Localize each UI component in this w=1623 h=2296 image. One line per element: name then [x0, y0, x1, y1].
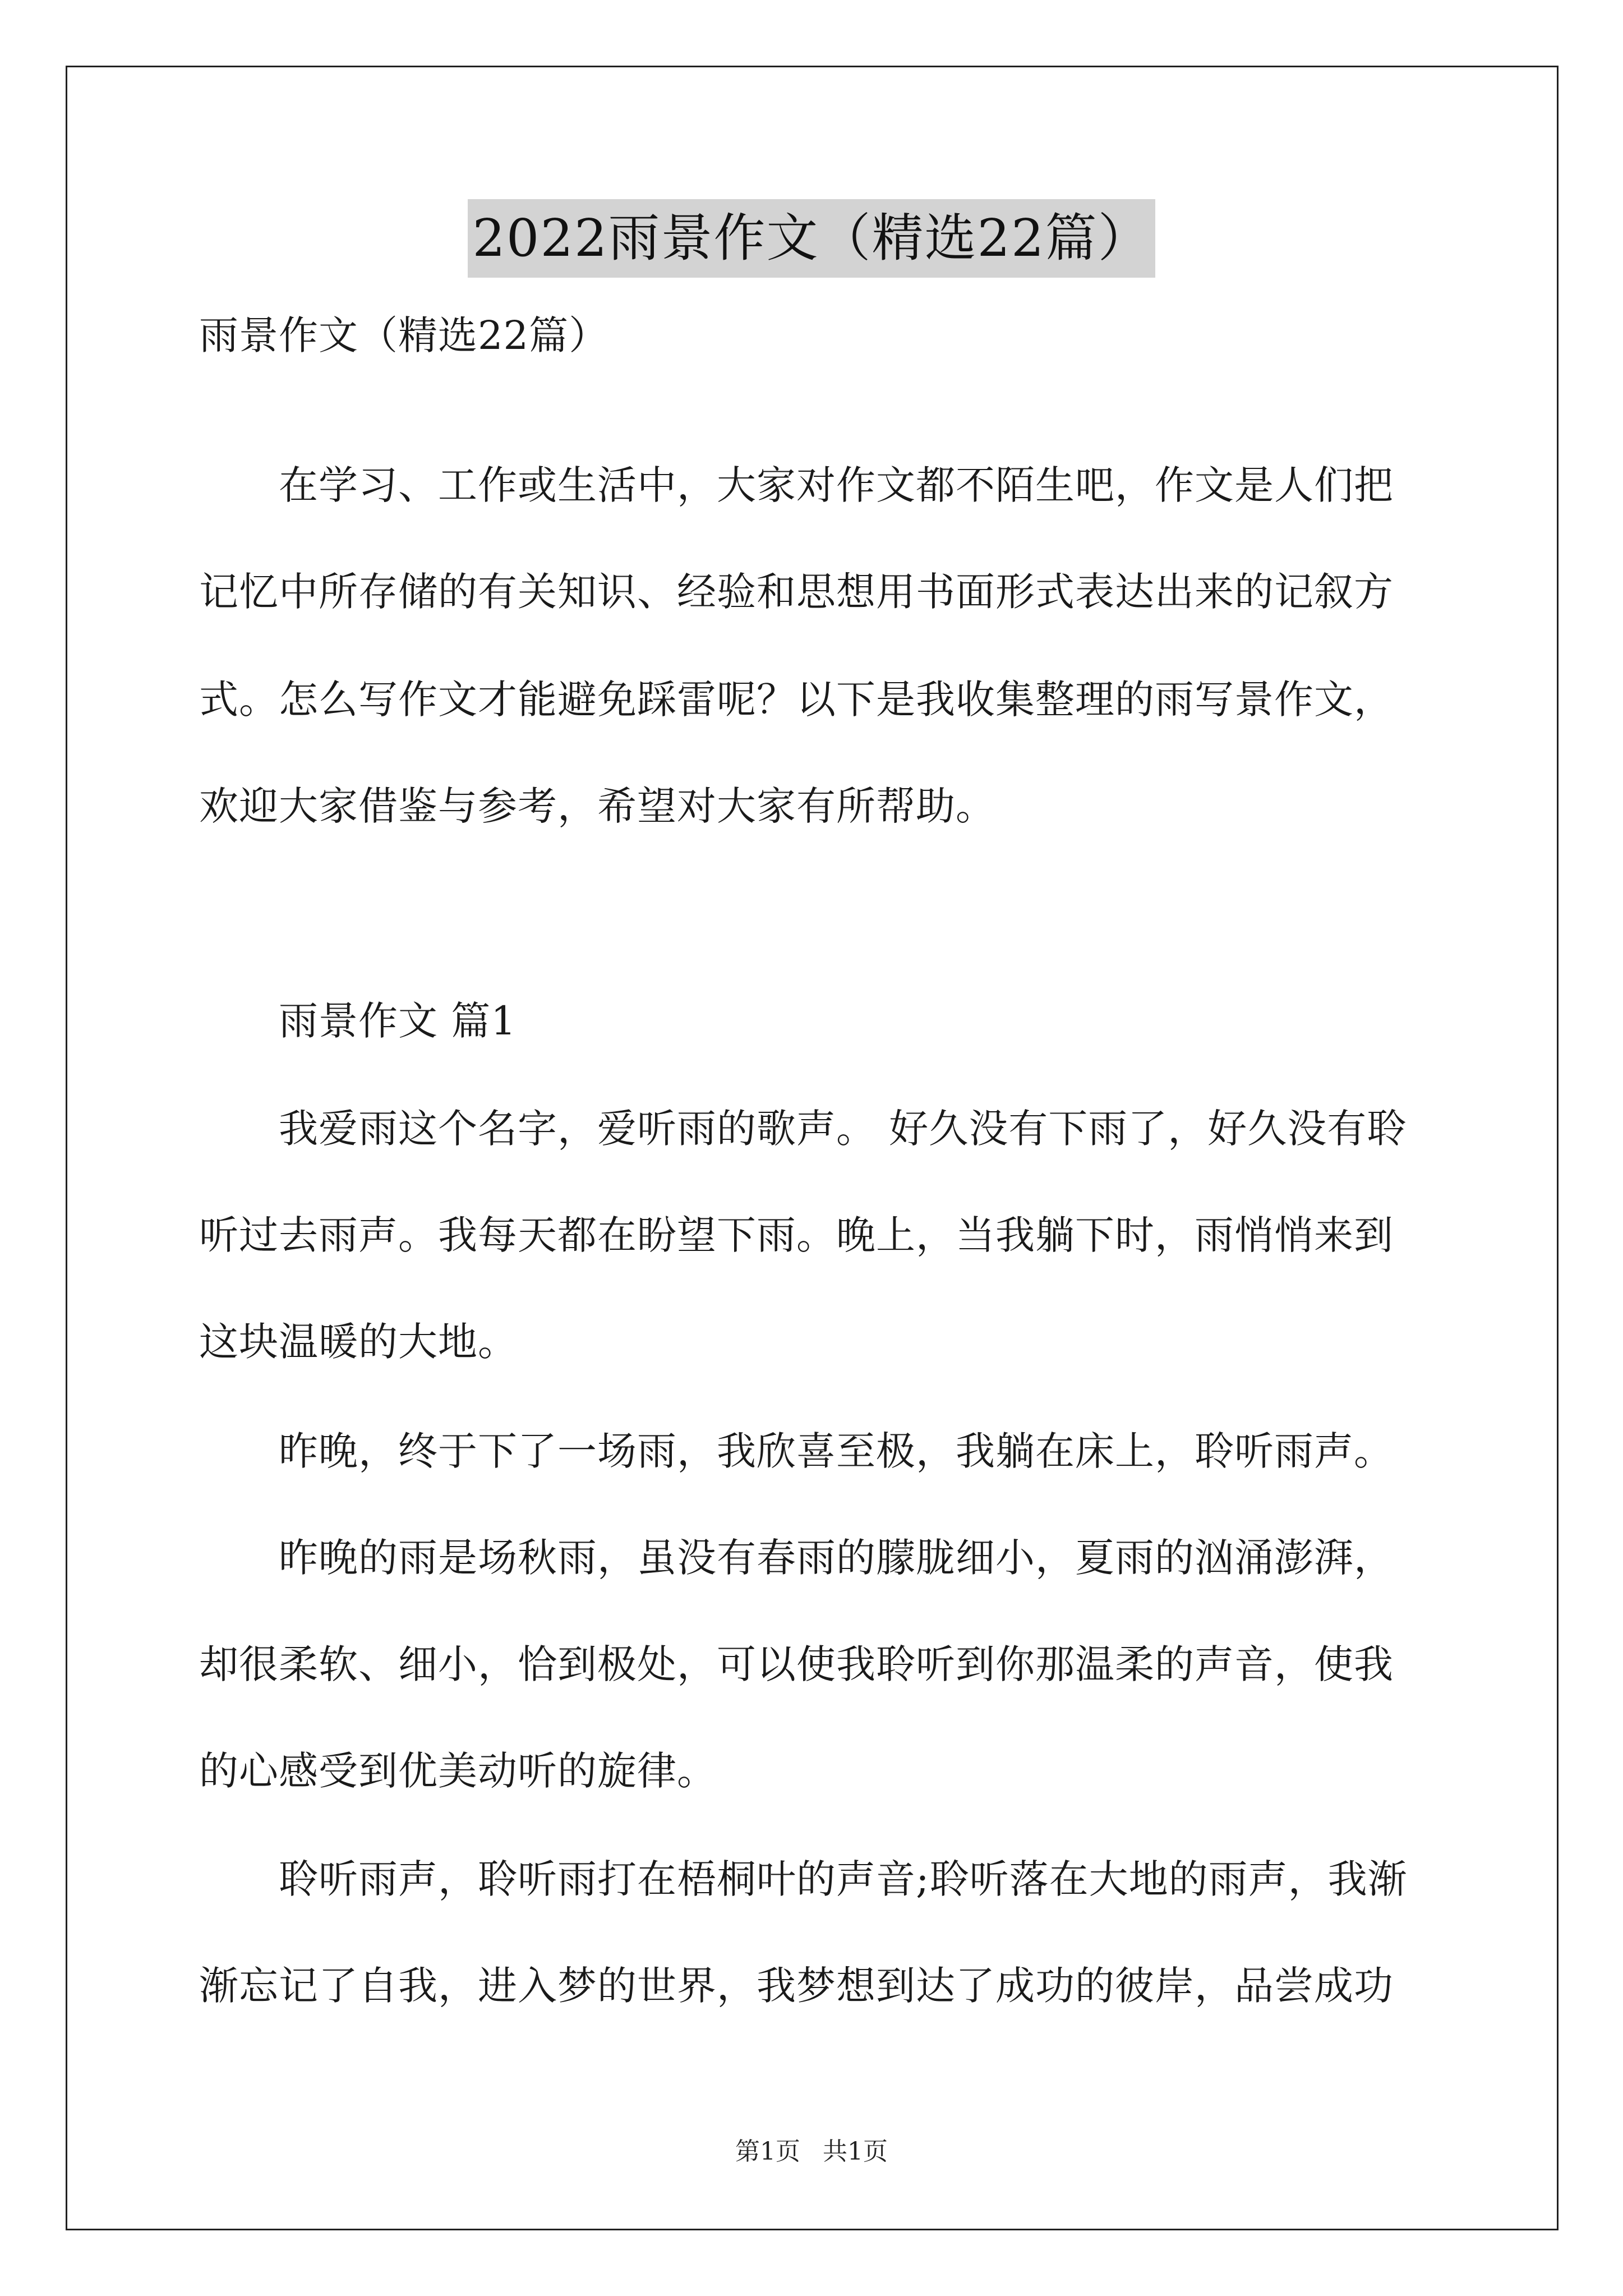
body-line: 聆听雨声，聆听雨打在梧桐叶的声音;聆听落在大地的雨声，我渐: [199, 1856, 1408, 1902]
body-line: 渐忘记了自我，进入梦的世界，我梦想到达了成功的彼岸，品尝成功: [199, 1963, 1394, 2009]
body-line: 这块温暖的大地。: [199, 1319, 518, 1365]
body-line: 的心感受到优美动听的旋律。: [199, 1748, 717, 1794]
body-line: 却很柔软、细小，恰到极处，可以使我聆听到你那温柔的声音，使我: [199, 1641, 1394, 1687]
intro-line: 欢迎大家借鉴与参考，希望对大家有所帮助。: [199, 783, 995, 829]
body-line: 听过去雨声。我每天都在盼望下雨。晚上，当我躺下时，雨悄悄来到: [199, 1212, 1394, 1258]
document-subtitle: 雨景作文（精选22篇）: [199, 312, 609, 358]
body-line: 我爱雨这个名字，爱听雨的歌声。 好久没有下雨了，好久没有聆: [199, 1106, 1407, 1152]
title-container: [0, 199, 1623, 278]
body-line: 昨晚，终于下了一场雨，我欣喜至极，我躺在床上，聆听雨声。: [199, 1428, 1394, 1474]
section-heading: 雨景作文 篇1: [199, 998, 517, 1044]
page-number-total: 共1页: [823, 2137, 888, 2166]
page-footer: [0, 2135, 1623, 2169]
intro-line: 式。怎么写作文才能避免踩雷呢？以下是我收集整理的雨写景作文，: [199, 677, 1394, 723]
intro-line: 在学习、工作或生活中，大家对作文都不陌生吧，作文是人们把: [199, 462, 1394, 508]
body-line: 昨晚的雨是场秋雨，虽没有春雨的朦胧细小，夏雨的汹涌澎湃，: [199, 1535, 1394, 1581]
page-number-current: 第1页: [735, 2137, 800, 2166]
document-title: 2022雨景作文（精选22篇）: [468, 199, 1155, 278]
intro-line: 记忆中所存储的有关知识、经验和思想用书面形式表达出来的记叙方: [199, 569, 1394, 615]
